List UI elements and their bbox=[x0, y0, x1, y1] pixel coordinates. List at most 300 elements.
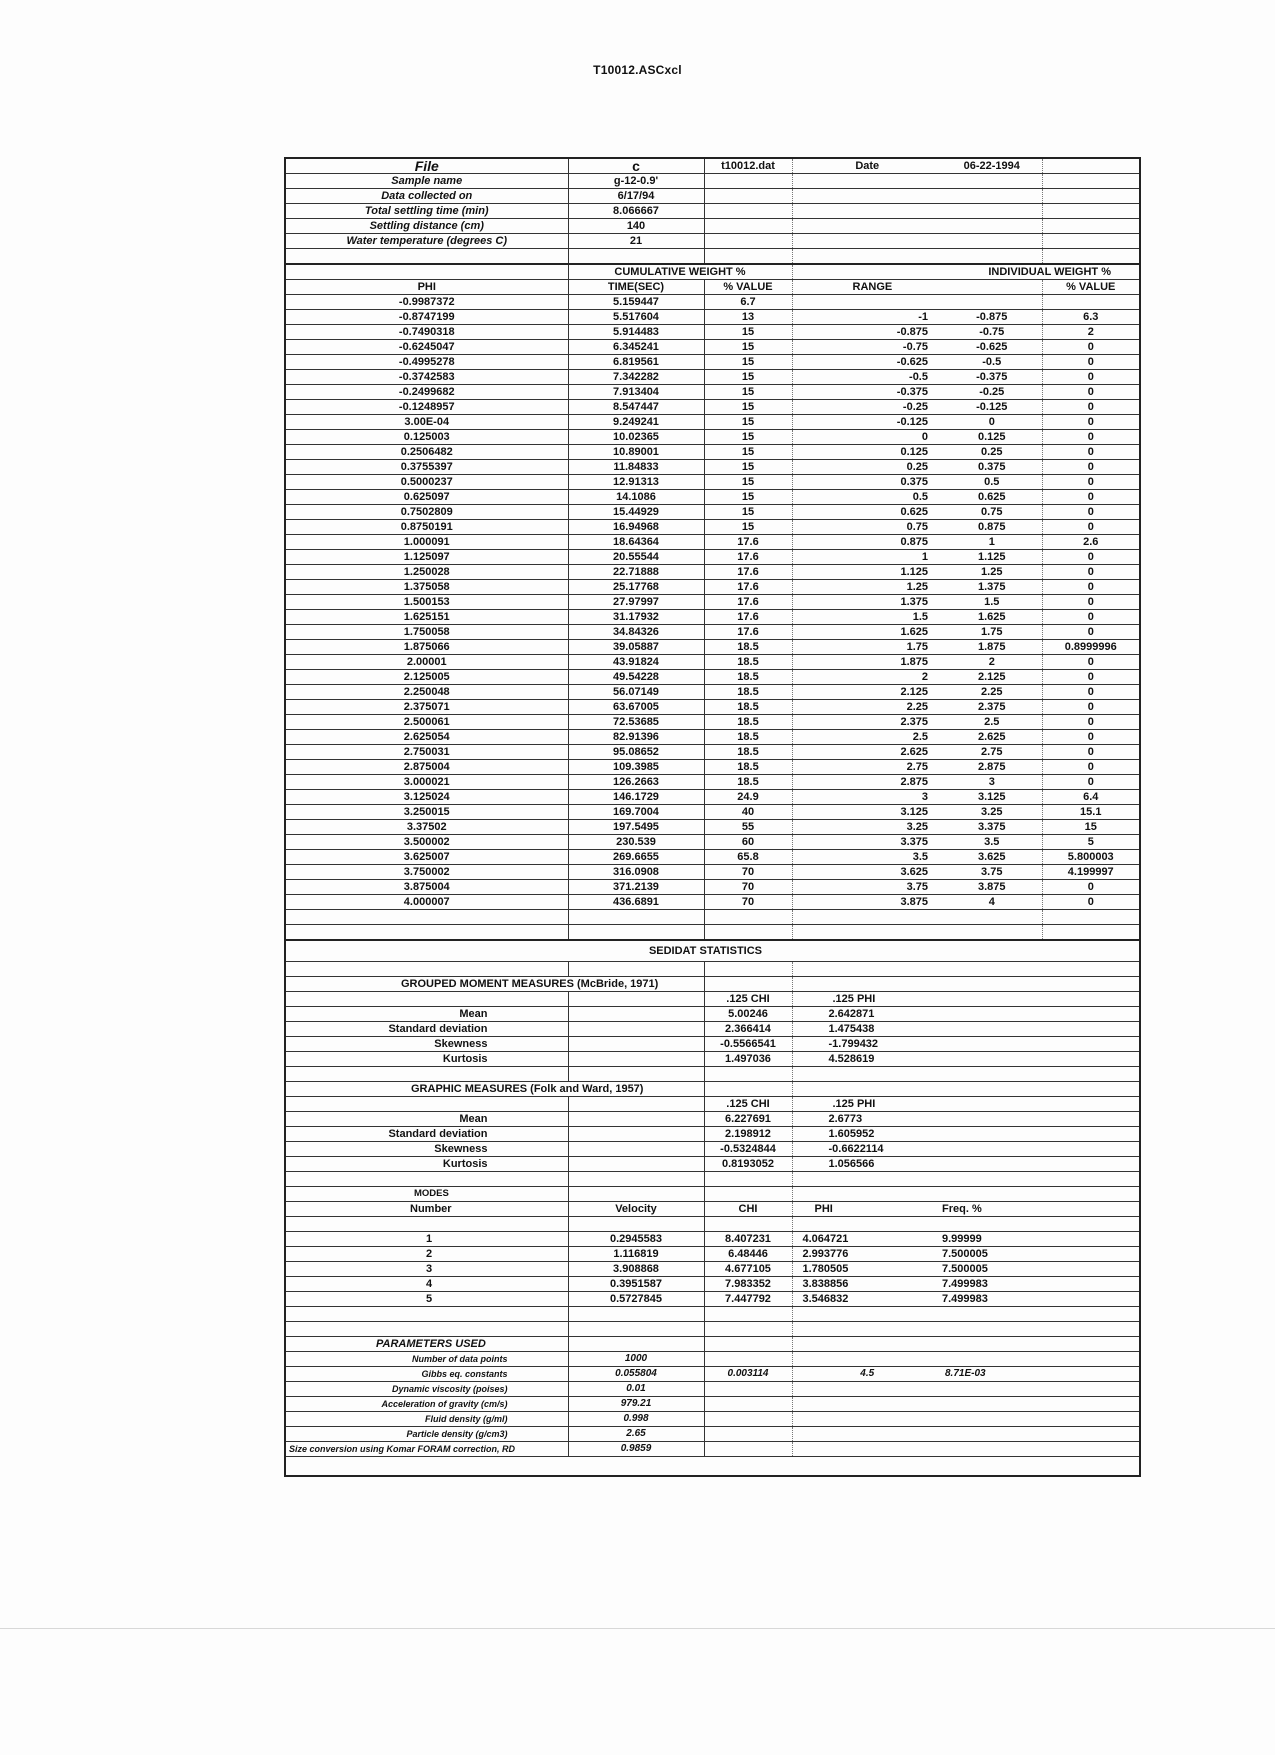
column-header-row bbox=[286, 280, 1139, 295]
graphic-measure-row bbox=[286, 1127, 1139, 1142]
phi-column-label: .125 PHI bbox=[792, 992, 1139, 1007]
mode-phi: 3.546832 bbox=[792, 1292, 942, 1307]
individual-value-cell: 0 bbox=[1042, 370, 1139, 385]
parameter-label: Fluid density (g/ml) bbox=[286, 1412, 568, 1427]
mode-phi: 2.993776 bbox=[792, 1247, 942, 1262]
time-cell: 20.55544 bbox=[568, 550, 704, 565]
phi-cell: 1.875066 bbox=[286, 640, 568, 655]
phi-cell: 1.500153 bbox=[286, 595, 568, 610]
file-value: c bbox=[568, 159, 704, 174]
parameter-value-4 bbox=[942, 1427, 1139, 1442]
phi-cell: 3.250015 bbox=[286, 805, 568, 820]
cumulative-value-cell: 15 bbox=[704, 505, 792, 520]
graphic-column-header-row bbox=[286, 1097, 1139, 1112]
individual-value-cell: 15.1 bbox=[1042, 805, 1139, 820]
parameter-value: 0.01 bbox=[568, 1382, 704, 1397]
phi-value: 1.605952 bbox=[792, 1127, 1139, 1142]
parameter-value: 0.998 bbox=[568, 1412, 704, 1427]
grouped-measure-row bbox=[286, 1022, 1139, 1037]
distribution-row bbox=[286, 430, 1139, 445]
date-value: 06-22-1994 bbox=[942, 159, 1042, 174]
cumulative-value-cell: 18.5 bbox=[704, 730, 792, 745]
parameter-label: Acceleration of gravity (cm/s) bbox=[286, 1397, 568, 1412]
blank-row bbox=[286, 1172, 1139, 1187]
range-end-cell: 3.25 bbox=[942, 805, 1042, 820]
range-end-cell: 2.25 bbox=[942, 685, 1042, 700]
individual-value-cell: 0 bbox=[1042, 760, 1139, 775]
phi-cell: 2.750031 bbox=[286, 745, 568, 760]
settling-distance-row bbox=[286, 219, 1139, 234]
distribution-row bbox=[286, 760, 1139, 775]
parameter-value: 2.65 bbox=[568, 1427, 704, 1442]
range-end-cell: 3.5 bbox=[942, 835, 1042, 850]
mode-phi: 1.780505 bbox=[792, 1262, 942, 1277]
range-start-cell: -0.75 bbox=[792, 340, 942, 355]
parameter-label: Particle density (g/cm3) bbox=[286, 1427, 568, 1442]
distribution-row bbox=[286, 535, 1139, 550]
phi-value: 1.056566 bbox=[792, 1157, 1139, 1172]
range-end-cell: 1.625 bbox=[942, 610, 1042, 625]
distribution-row bbox=[286, 820, 1139, 835]
mode-number: 2 bbox=[286, 1247, 568, 1262]
phi-cell: 0.5000237 bbox=[286, 475, 568, 490]
time-cell: 6.345241 bbox=[568, 340, 704, 355]
individual-value-cell: 4.199997 bbox=[1042, 865, 1139, 880]
parameter-value-4 bbox=[942, 1352, 1139, 1367]
col-ind-value: % VALUE bbox=[1042, 280, 1139, 295]
range-end-cell: 2.125 bbox=[942, 670, 1042, 685]
parameter-value-4 bbox=[942, 1412, 1139, 1427]
phi-cell: 1.000091 bbox=[286, 535, 568, 550]
measure-label: Mean bbox=[286, 1007, 568, 1022]
parameter-value: 0.055804 bbox=[568, 1367, 704, 1382]
distribution-row bbox=[286, 895, 1139, 910]
mode-row bbox=[286, 1232, 1139, 1247]
measure-label: Mean bbox=[286, 1112, 568, 1127]
distribution-row bbox=[286, 475, 1139, 490]
parameter-value-3 bbox=[792, 1412, 942, 1427]
range-end-cell: 2 bbox=[942, 655, 1042, 670]
phi-cell: 2.500061 bbox=[286, 715, 568, 730]
range-start-cell: 3.75 bbox=[792, 880, 942, 895]
range-start-cell: -0.625 bbox=[792, 355, 942, 370]
graphic-measure-row bbox=[286, 1112, 1139, 1127]
time-cell: 230.539 bbox=[568, 835, 704, 850]
range-start-cell: -0.875 bbox=[792, 325, 942, 340]
individual-value-cell: 0 bbox=[1042, 400, 1139, 415]
range-start-cell: 1 bbox=[792, 550, 942, 565]
col-value: % VALUE bbox=[704, 280, 792, 295]
phi-value: 4.528619 bbox=[792, 1052, 1139, 1067]
chi-value: -0.5566541 bbox=[704, 1037, 792, 1052]
individual-value-cell: 0 bbox=[1042, 775, 1139, 790]
phi-cell: 0.3755397 bbox=[286, 460, 568, 475]
parameter-value-4: 8.71E-03 bbox=[942, 1367, 1139, 1382]
mode-freq: 7.499983 bbox=[942, 1292, 1139, 1307]
velocity-column-label: Velocity bbox=[568, 1202, 704, 1217]
cumulative-value-cell: 6.7 bbox=[704, 295, 792, 310]
individual-value-cell: 0 bbox=[1042, 505, 1139, 520]
time-cell: 5.914483 bbox=[568, 325, 704, 340]
parameter-row bbox=[286, 1442, 1139, 1457]
blank-row bbox=[286, 249, 1139, 265]
chi-value: 0.8193052 bbox=[704, 1157, 792, 1172]
chi-value: 2.366414 bbox=[704, 1022, 792, 1037]
range-start-cell: 0.5 bbox=[792, 490, 942, 505]
individual-value-cell: 0 bbox=[1042, 880, 1139, 895]
sample-value: g-12-0.9' bbox=[568, 174, 704, 189]
distribution-row bbox=[286, 355, 1139, 370]
range-start-cell: 1.125 bbox=[792, 565, 942, 580]
statistics-section bbox=[286, 910, 1139, 1457]
freq-column-label: Freq. % bbox=[942, 1202, 1139, 1217]
distribution-row bbox=[286, 700, 1139, 715]
mode-chi: 4.677105 bbox=[704, 1262, 792, 1277]
individual-value-cell: 0 bbox=[1042, 580, 1139, 595]
time-cell: 109.3985 bbox=[568, 760, 704, 775]
phi-cell: 3.500002 bbox=[286, 835, 568, 850]
cumulative-value-cell: 15 bbox=[704, 370, 792, 385]
range-start-cell: 3.125 bbox=[792, 805, 942, 820]
parameter-row bbox=[286, 1367, 1139, 1382]
cumulative-value-cell: 15 bbox=[704, 475, 792, 490]
range-start-cell: 0.125 bbox=[792, 445, 942, 460]
mode-velocity: 1.116819 bbox=[568, 1247, 704, 1262]
range-start-cell: 3.25 bbox=[792, 820, 942, 835]
cumulative-value-cell: 17.6 bbox=[704, 625, 792, 640]
distribution-row bbox=[286, 670, 1139, 685]
parameter-value-2 bbox=[704, 1442, 792, 1457]
phi-cell: 3.00E-04 bbox=[286, 415, 568, 430]
mode-freq: 7.500005 bbox=[942, 1247, 1139, 1262]
range-end-cell: 1.875 bbox=[942, 640, 1042, 655]
parameters-title-row bbox=[286, 1337, 1139, 1352]
mode-velocity: 3.908868 bbox=[568, 1262, 704, 1277]
distribution-row bbox=[286, 565, 1139, 580]
cumulative-value-cell: 17.6 bbox=[704, 580, 792, 595]
range-start-cell: 2.5 bbox=[792, 730, 942, 745]
individual-value-cell: 0 bbox=[1042, 670, 1139, 685]
phi-cell: 0.7502809 bbox=[286, 505, 568, 520]
mode-chi: 7.983352 bbox=[704, 1277, 792, 1292]
cumulative-value-cell: 18.5 bbox=[704, 640, 792, 655]
parameter-row bbox=[286, 1352, 1139, 1367]
distribution-row bbox=[286, 640, 1139, 655]
phi-cell: 1.625151 bbox=[286, 610, 568, 625]
distribution-row bbox=[286, 490, 1139, 505]
parameter-value-2 bbox=[704, 1397, 792, 1412]
phi-cell: 3.125024 bbox=[286, 790, 568, 805]
individual-value-cell: 0 bbox=[1042, 415, 1139, 430]
cumulative-value-cell: 15 bbox=[704, 490, 792, 505]
phi-cell: 1.375058 bbox=[286, 580, 568, 595]
blank-row bbox=[286, 1322, 1139, 1337]
phi-cell: 0.125003 bbox=[286, 430, 568, 445]
phi-value: 1.475438 bbox=[792, 1022, 1139, 1037]
data-grid bbox=[286, 159, 1139, 1457]
parameter-value-3 bbox=[792, 1352, 942, 1367]
range-start-cell bbox=[792, 295, 942, 310]
chi-value: 6.227691 bbox=[704, 1112, 792, 1127]
phi-cell: 0.625097 bbox=[286, 490, 568, 505]
range-end-cell: 0.625 bbox=[942, 490, 1042, 505]
time-cell: 72.53685 bbox=[568, 715, 704, 730]
range-start-cell: 1.5 bbox=[792, 610, 942, 625]
parameter-value-3: 4.5 bbox=[792, 1367, 942, 1382]
range-end-cell: 4 bbox=[942, 895, 1042, 910]
parameter-row bbox=[286, 1397, 1139, 1412]
range-end-cell: 0.875 bbox=[942, 520, 1042, 535]
range-start-cell: 3.5 bbox=[792, 850, 942, 865]
mode-number: 1 bbox=[286, 1232, 568, 1247]
chi-column-label: CHI bbox=[704, 1202, 792, 1217]
distribution-row bbox=[286, 745, 1139, 760]
cumulative-value-cell: 18.5 bbox=[704, 715, 792, 730]
collected-label: Data collected on bbox=[286, 189, 568, 204]
document-title: T10012.ASCxcl bbox=[593, 63, 682, 77]
individual-value-cell: 5.800003 bbox=[1042, 850, 1139, 865]
range-end-cell: 1.125 bbox=[942, 550, 1042, 565]
grouped-measure-row bbox=[286, 1007, 1139, 1022]
col-time: TIME(SEC) bbox=[568, 280, 704, 295]
individual-value-cell: 0 bbox=[1042, 730, 1139, 745]
parameter-value-2 bbox=[704, 1382, 792, 1397]
time-cell: 5.517604 bbox=[568, 310, 704, 325]
time-cell: 63.67005 bbox=[568, 700, 704, 715]
range-start-cell: 0.375 bbox=[792, 475, 942, 490]
distribution-row bbox=[286, 550, 1139, 565]
phi-cell: 2.125005 bbox=[286, 670, 568, 685]
measure-label: Skewness bbox=[286, 1037, 568, 1052]
modes-title-row bbox=[286, 1187, 1139, 1202]
parameter-value-2 bbox=[704, 1352, 792, 1367]
cumulative-value-cell: 15 bbox=[704, 445, 792, 460]
mode-chi: 6.48446 bbox=[704, 1247, 792, 1262]
time-cell: 34.84326 bbox=[568, 625, 704, 640]
range-end-cell: -0.25 bbox=[942, 385, 1042, 400]
file-row bbox=[286, 159, 1139, 174]
individual-value-cell: 0 bbox=[1042, 355, 1139, 370]
time-cell: 49.54228 bbox=[568, 670, 704, 685]
time-cell: 9.249241 bbox=[568, 415, 704, 430]
range-end-cell: 0 bbox=[942, 415, 1042, 430]
phi-cell: 3.875004 bbox=[286, 880, 568, 895]
range-start-cell: -0.25 bbox=[792, 400, 942, 415]
time-cell: 31.17932 bbox=[568, 610, 704, 625]
range-start-cell: -1 bbox=[792, 310, 942, 325]
individual-value-cell: 0 bbox=[1042, 445, 1139, 460]
individual-value-cell: 0 bbox=[1042, 460, 1139, 475]
range-end-cell: 3.75 bbox=[942, 865, 1042, 880]
parameter-value-3 bbox=[792, 1397, 942, 1412]
cumulative-value-cell: 18.5 bbox=[704, 700, 792, 715]
range-start-cell: 2.875 bbox=[792, 775, 942, 790]
time-cell: 27.97997 bbox=[568, 595, 704, 610]
settling-time-row bbox=[286, 204, 1139, 219]
time-cell: 316.0908 bbox=[568, 865, 704, 880]
range-end-cell: 3.375 bbox=[942, 820, 1042, 835]
individual-value-cell: 0 bbox=[1042, 595, 1139, 610]
settling-distance-label: Settling distance (cm) bbox=[286, 219, 568, 234]
time-cell: 5.159447 bbox=[568, 295, 704, 310]
phi-cell: -0.7490318 bbox=[286, 325, 568, 340]
chi-value: -0.5324844 bbox=[704, 1142, 792, 1157]
phi-cell: 3.37502 bbox=[286, 820, 568, 835]
range-end-cell: -0.875 bbox=[942, 310, 1042, 325]
time-cell: 39.05887 bbox=[568, 640, 704, 655]
time-cell: 8.547447 bbox=[568, 400, 704, 415]
time-cell: 16.94968 bbox=[568, 520, 704, 535]
cumulative-value-cell: 18.5 bbox=[704, 685, 792, 700]
distribution-row bbox=[286, 790, 1139, 805]
individual-value-cell: 0 bbox=[1042, 715, 1139, 730]
blank-row bbox=[286, 1217, 1139, 1232]
distribution-row bbox=[286, 655, 1139, 670]
range-end-cell: 1 bbox=[942, 535, 1042, 550]
mode-row bbox=[286, 1247, 1139, 1262]
range-start-cell: 2.625 bbox=[792, 745, 942, 760]
distribution-row bbox=[286, 850, 1139, 865]
mode-row bbox=[286, 1292, 1139, 1307]
range-start-cell: -0.125 bbox=[792, 415, 942, 430]
parameter-label: Dynamic viscosity (poises) bbox=[286, 1382, 568, 1397]
cumulative-value-cell: 17.6 bbox=[704, 565, 792, 580]
time-cell: 10.02365 bbox=[568, 430, 704, 445]
time-cell: 18.64364 bbox=[568, 535, 704, 550]
mode-row bbox=[286, 1262, 1139, 1277]
measure-label: Standard deviation bbox=[286, 1022, 568, 1037]
range-end-cell: 0.5 bbox=[942, 475, 1042, 490]
time-cell: 22.71888 bbox=[568, 565, 704, 580]
mode-number: 3 bbox=[286, 1262, 568, 1277]
time-cell: 12.91313 bbox=[568, 475, 704, 490]
phi-cell: -0.8747199 bbox=[286, 310, 568, 325]
individual-value-cell: 0 bbox=[1042, 895, 1139, 910]
distribution-row bbox=[286, 625, 1139, 640]
range-start-cell: 1.375 bbox=[792, 595, 942, 610]
individual-value-cell: 0.8999996 bbox=[1042, 640, 1139, 655]
distribution-row bbox=[286, 730, 1139, 745]
collected-row bbox=[286, 189, 1139, 204]
parameter-value-2 bbox=[704, 1412, 792, 1427]
phi-cell: -0.2499682 bbox=[286, 385, 568, 400]
cumulative-value-cell: 15 bbox=[704, 460, 792, 475]
parameter-row bbox=[286, 1427, 1139, 1442]
range-end-cell: -0.375 bbox=[942, 370, 1042, 385]
individual-value-cell: 0 bbox=[1042, 490, 1139, 505]
spreadsheet-sheet bbox=[284, 157, 1141, 1477]
range-start-cell: 0.625 bbox=[792, 505, 942, 520]
col-range: RANGE bbox=[792, 280, 1042, 295]
modes-header-row bbox=[286, 1202, 1139, 1217]
blank-row bbox=[286, 1067, 1139, 1082]
cumulative-value-cell: 60 bbox=[704, 835, 792, 850]
phi-cell: 3.000021 bbox=[286, 775, 568, 790]
graphic-title-row bbox=[286, 1082, 1139, 1097]
time-cell: 126.2663 bbox=[568, 775, 704, 790]
range-end-cell: 3.875 bbox=[942, 880, 1042, 895]
time-cell: 371.2139 bbox=[568, 880, 704, 895]
range-end-cell: 3.125 bbox=[942, 790, 1042, 805]
time-cell: 7.342282 bbox=[568, 370, 704, 385]
settling-distance-value: 140 bbox=[568, 219, 704, 234]
cumulative-value-cell: 18.5 bbox=[704, 670, 792, 685]
individual-value-cell: 0 bbox=[1042, 385, 1139, 400]
phi-cell: 2.00001 bbox=[286, 655, 568, 670]
time-cell: 25.17768 bbox=[568, 580, 704, 595]
individual-value-cell: 0 bbox=[1042, 565, 1139, 580]
distribution-row bbox=[286, 610, 1139, 625]
range-start-cell: 0.875 bbox=[792, 535, 942, 550]
individual-value-cell: 0 bbox=[1042, 625, 1139, 640]
cumulative-value-cell: 15 bbox=[704, 400, 792, 415]
phi-cell: 2.625054 bbox=[286, 730, 568, 745]
range-start-cell: 2.375 bbox=[792, 715, 942, 730]
individual-value-cell: 0 bbox=[1042, 700, 1139, 715]
range-end-cell: 0.125 bbox=[942, 430, 1042, 445]
range-end-cell: -0.5 bbox=[942, 355, 1042, 370]
phi-cell: 1.750058 bbox=[286, 625, 568, 640]
phi-cell: 1.125097 bbox=[286, 550, 568, 565]
range-end-cell: 1.25 bbox=[942, 565, 1042, 580]
time-cell: 197.5495 bbox=[568, 820, 704, 835]
cumulative-value-cell: 15 bbox=[704, 385, 792, 400]
settling-time-value: 8.066667 bbox=[568, 204, 704, 219]
distribution-row bbox=[286, 580, 1139, 595]
cumulative-value-cell: 17.6 bbox=[704, 610, 792, 625]
file-name: t10012.dat bbox=[704, 159, 792, 174]
individual-value-cell: 2.6 bbox=[1042, 535, 1139, 550]
range-start-cell: 2 bbox=[792, 670, 942, 685]
individual-value-cell: 0 bbox=[1042, 340, 1139, 355]
grouped-title-row bbox=[286, 977, 1139, 992]
range-end-cell: 0.375 bbox=[942, 460, 1042, 475]
phi-cell: 4.000007 bbox=[286, 895, 568, 910]
cumulative-value-cell: 18.5 bbox=[704, 745, 792, 760]
parameter-label: Size conversion using Komar FORAM correction, RD bbox=[286, 1442, 568, 1457]
cumulative-value-cell: 55 bbox=[704, 820, 792, 835]
chi-value: 1.497036 bbox=[704, 1052, 792, 1067]
range-end-cell: -0.75 bbox=[942, 325, 1042, 340]
statistics-title: SEDIDAT STATISTICS bbox=[286, 940, 792, 962]
mode-phi: 4.064721 bbox=[792, 1232, 942, 1247]
time-cell: 15.44929 bbox=[568, 505, 704, 520]
range-end-cell: 2.75 bbox=[942, 745, 1042, 760]
range-start-cell: 3.625 bbox=[792, 865, 942, 880]
sample-label: Sample name bbox=[286, 174, 568, 189]
distribution-row bbox=[286, 685, 1139, 700]
parameter-label: Number of data points bbox=[286, 1352, 568, 1367]
phi-value: 2.6773 bbox=[792, 1112, 1139, 1127]
collected-value: 6/17/94 bbox=[568, 189, 704, 204]
phi-value: -0.6622114 bbox=[792, 1142, 1139, 1157]
phi-column-label: PHI bbox=[792, 1202, 942, 1217]
parameter-value: 1000 bbox=[568, 1352, 704, 1367]
mode-number: 5 bbox=[286, 1292, 568, 1307]
phi-cell: -0.9987372 bbox=[286, 295, 568, 310]
distribution-row bbox=[286, 805, 1139, 820]
mode-chi: 7.447792 bbox=[704, 1292, 792, 1307]
range-start-cell: -0.375 bbox=[792, 385, 942, 400]
individual-value-cell: 0 bbox=[1042, 520, 1139, 535]
cumulative-value-cell: 15 bbox=[704, 340, 792, 355]
statistics-title-row bbox=[286, 940, 1139, 962]
time-cell: 436.6891 bbox=[568, 895, 704, 910]
time-cell: 169.7004 bbox=[568, 805, 704, 820]
individual-value-cell: 5 bbox=[1042, 835, 1139, 850]
time-cell: 82.91396 bbox=[568, 730, 704, 745]
range-start-cell: 1.625 bbox=[792, 625, 942, 640]
